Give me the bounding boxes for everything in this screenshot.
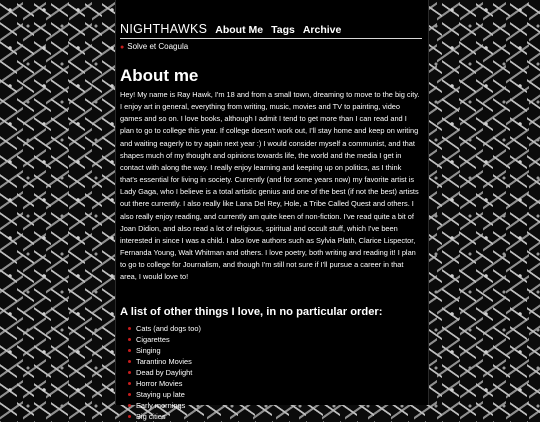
nav-archive[interactable]: Archive [303,24,342,36]
bullet-icon: ● [120,44,124,51]
list-item-text: Staying up late [136,390,185,399]
bullet-icon [128,349,131,352]
bullet-icon [128,382,131,385]
bullet-icon [128,371,131,374]
bio-paragraph: Hey! My name is Ray Hawk, I'm 18 and from a small town, dreaming to move to the big city. I enjoy art in general, everything from writing, music, movies and TV to painting, video games and so on. I love books, although I admit I tend to get more than I can read and I plan to go to college this year. If college doesn't work out, I'll stay home and keep on writing and waiting eagerly to try again next year :) I would consider myself a communist, and that shapes much of my thought and opinions towards life, the world and the media I get in contact with along the way. I really enjoy learning and keeping up on politics, as I think that's essential for living in society. Currently (and for some years now) my favorite artist is Lady Gaga, who I believe is a total artistic genius and one of the best (if not the best) artists out there currently. I also really like Lana Del Rey, Hole, a Tribe Called Quest and others. I also really enjoy reading, and currently am quite keen of non-fiction. I've read quite a bit of Joan Didion, and also read a lot of religious, spiritual and occult stuff, which I've been interested in since I was a child. I also love authors such as Sylvia Plath, Clarice Lispector, Fernanda Young, Walt Whitman and others. I love poetry, both writing and reading it! I plan to go to college for Journalism, and though I'm still not sure if I'll pursue a career in that area, I would love to! [120,89,420,284]
list-item [128,334,420,345]
list-item [128,411,420,422]
list-item-text: Dead by Daylight [136,368,192,377]
bullet-icon [128,327,131,330]
page-heading: About me [120,66,420,86]
nav-about-me[interactable]: About Me [215,24,263,36]
list-item [128,389,420,400]
list-item-text: Singing [136,346,161,355]
bullet-icon [128,393,131,396]
list-item [128,323,420,334]
list-item [128,345,420,356]
blog-page [115,0,429,405]
list-item-text: Big cities [136,412,166,421]
list-item [128,356,420,367]
love-list [120,323,420,422]
top-navigation [120,22,422,39]
list-item-text: Early mornings [136,401,185,410]
nav-tags[interactable]: Tags [271,24,295,36]
bullet-icon [128,360,131,363]
main-content [120,66,420,422]
site-title-link[interactable]: NIGHTHAWKS [120,22,207,36]
sub-navigation [120,42,188,51]
list-heading: A list of other things I love, in no particular order: [120,306,420,319]
bullet-icon [128,338,131,341]
list-item-text: Tarantino Movies [136,357,192,366]
bullet-icon [128,404,131,407]
subnav-solve-et-coagula-link[interactable]: Solve et Coagula [127,42,188,51]
list-item [128,400,420,411]
bullet-icon [128,415,131,418]
list-item [128,367,420,378]
list-item-text: Cigarettes [136,335,170,344]
list-item [128,378,420,389]
list-item-text: Horror Movies [136,379,182,388]
list-item-text: Cats (and dogs too) [136,324,201,333]
